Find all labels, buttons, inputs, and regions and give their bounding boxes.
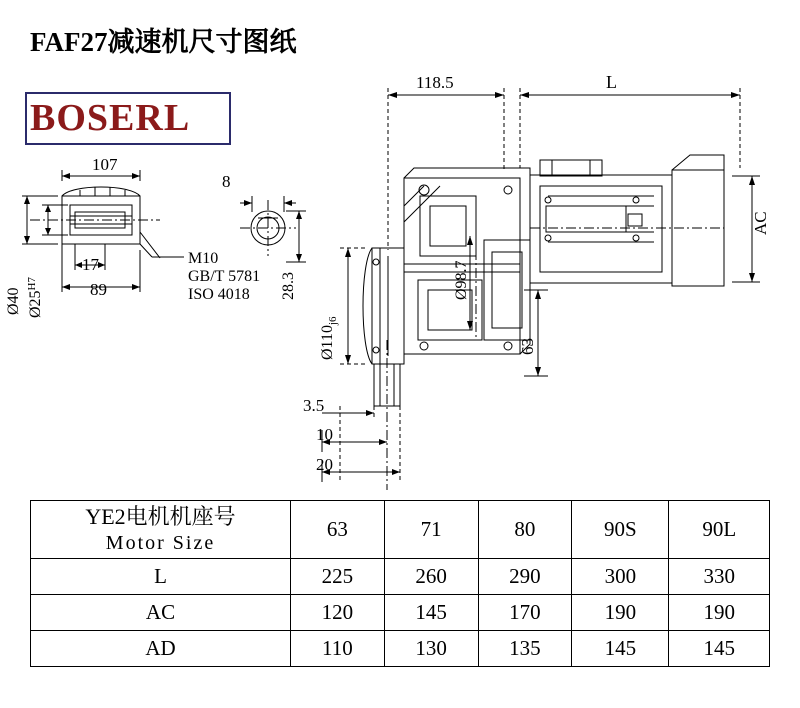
motor-size-col-2: 80 — [478, 501, 572, 559]
logo-text: BOSERL — [30, 97, 191, 139]
note-m10: M10 — [188, 250, 219, 267]
dim-dia-25h7: $Ø25^{H7}$ — [26, 276, 44, 318]
dim-20: 20 — [316, 455, 333, 474]
row-label-L: L — [31, 558, 291, 594]
header-motor-size-en: Motor Size — [105, 531, 216, 554]
table-row — [31, 630, 770, 666]
dim-3-5: 3.5 — [303, 396, 325, 415]
cell-AC-90L: 190 — [669, 594, 770, 630]
table-row — [31, 558, 770, 594]
terminal-box — [540, 160, 602, 176]
motor-size-col-3: 90S — [572, 501, 669, 559]
header-motor-size-cn: YE2电机机座号 — [85, 504, 236, 529]
page-title: FAF27减速机尺寸图纸 — [30, 27, 297, 57]
cell-L-71: 260 — [384, 558, 478, 594]
cell-AD-90S: 145 — [572, 630, 669, 666]
row-label-AC: AC — [31, 594, 291, 630]
cell-AC-90S: 190 — [572, 594, 669, 630]
dim-L: L — [606, 72, 617, 92]
dim-AC: AC — [751, 211, 770, 235]
dim-dia-40: Ø40 — [5, 287, 22, 315]
flange-cap — [62, 187, 140, 196]
cell-AD-90L: 145 — [669, 630, 770, 666]
dim-8: 8 — [222, 172, 231, 191]
motor-size-col-1: 71 — [384, 501, 478, 559]
dim-63: 63 — [518, 338, 537, 355]
dim-118-5: 118.5 — [416, 73, 454, 92]
header-motor-size — [31, 501, 291, 559]
dim-dia-98-7: Ø98.7 — [453, 260, 470, 300]
table-header-row — [31, 501, 770, 559]
cell-AD-63: 110 — [291, 630, 385, 666]
dim-17: 17 — [82, 255, 99, 274]
cell-L-90L: 330 — [669, 558, 770, 594]
cell-AC-71: 145 — [384, 594, 478, 630]
motor-size-col-0: 63 — [291, 501, 385, 559]
dim-28-3: 28.3 — [280, 272, 297, 300]
table-row — [31, 594, 770, 630]
cell-AC-63: 120 — [291, 594, 385, 630]
note-iso4018: ISO 4018 — [188, 286, 250, 303]
motor-spec-table — [30, 500, 770, 667]
cell-AD-71: 130 — [384, 630, 478, 666]
shaft-key-slot — [75, 212, 125, 228]
dim-dia-110: $Ø110_{j6}$ — [319, 316, 339, 360]
dim-89: 89 — [90, 280, 107, 299]
cell-AD-80: 135 — [478, 630, 572, 666]
motor-size-col-4: 90L — [669, 501, 770, 559]
dim-107: 107 — [92, 155, 118, 174]
cell-L-80: 290 — [478, 558, 572, 594]
cell-AC-80: 170 — [478, 594, 572, 630]
row-label-AD: AD — [31, 630, 291, 666]
motor-body — [530, 175, 672, 283]
cell-L-63: 225 — [291, 558, 385, 594]
cell-L-90S: 300 — [572, 558, 669, 594]
dim-10: 10 — [316, 425, 333, 444]
note-gbt5781: GB/T 5781 — [188, 268, 261, 285]
